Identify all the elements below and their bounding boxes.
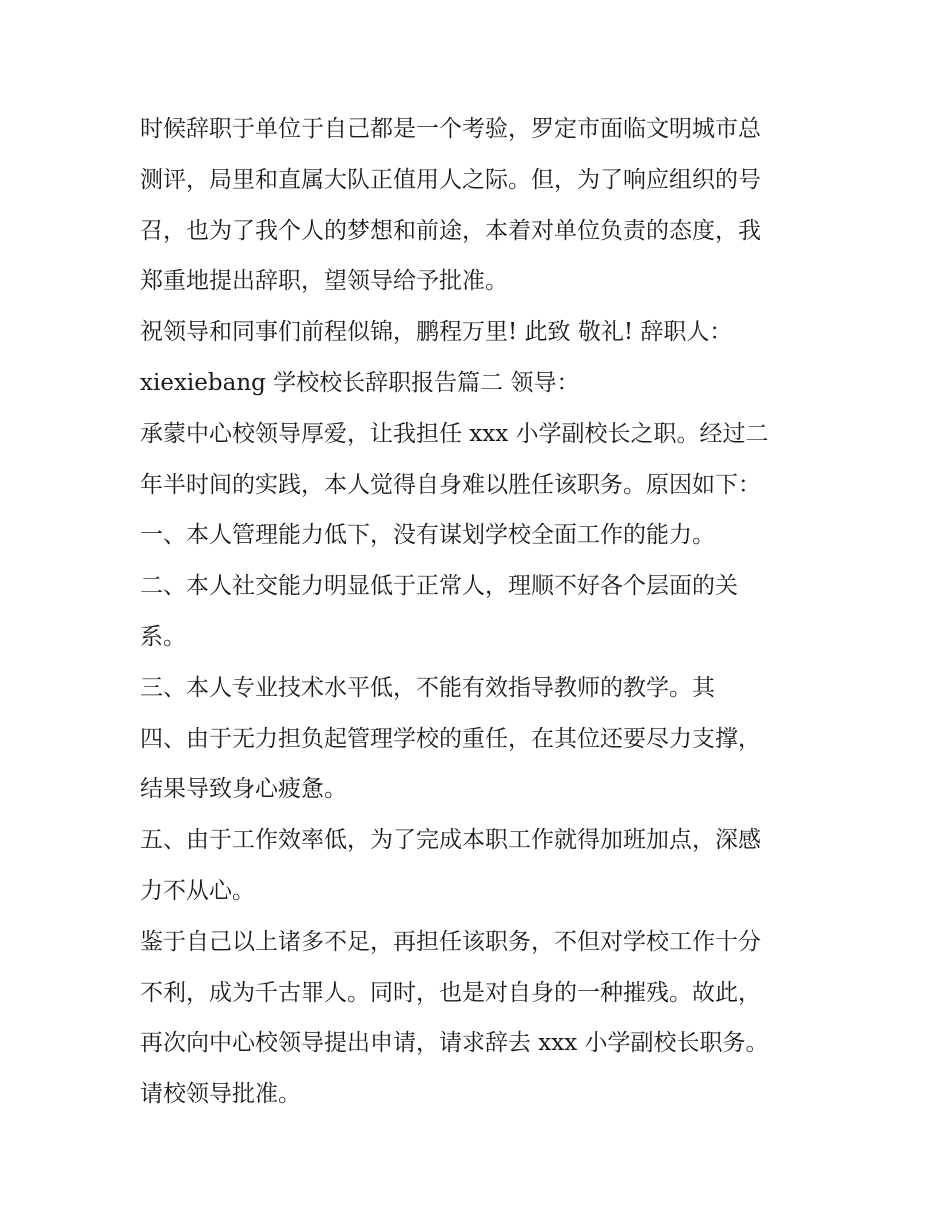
text-line: 年半时间的实践，本人觉得自身难以胜任该职务。原因如下： xyxy=(140,471,761,498)
text-line: 系。 xyxy=(140,623,186,650)
text-line: 结果导致身心疲惫。 xyxy=(140,776,347,803)
text-line: 一、本人管理能力低下，没有谋划学校全面工作的能力。 xyxy=(140,522,715,549)
text-line: 郑重地提出辞职，望领导给予批准。 xyxy=(140,268,508,295)
text-line: 鉴于自己以上诸多不足，再担任该职务，不但对学校工作十分 xyxy=(140,928,761,955)
text-line: 承蒙中心校领导厚爱，让我担任 xxx 小学副校长之职。经过二 xyxy=(140,420,769,447)
text-line: 时候辞职于单位于自己都是一个考验，罗定市面临文明城市总 xyxy=(140,116,761,142)
text-line: 请校领导批准。 xyxy=(140,1081,301,1108)
text-line: 二、本人社交能力明显低于正常人，理顺不好各个层面的关 xyxy=(140,573,738,600)
text-line: 测评，局里和直属大队正值用人之际。但，为了响应组织的号 xyxy=(140,166,761,193)
text-line: 五、由于工作效率低，为了完成本职工作就得加班加点，深感 xyxy=(140,827,761,854)
text-line: xiexiebang 学校校长辞职报告篇二 领导： xyxy=(140,369,580,396)
text-line: 四、由于无力担负起管理学校的重任，在其位还要尽力支撑， xyxy=(140,725,761,752)
text-line: 力不从心。 xyxy=(140,877,255,904)
text-line: 祝领导和同事们前程似锦，鹏程万里! 此致 敬礼! 辞职人： xyxy=(140,319,733,346)
text-line: 不利，成为千古罪人。同时，也是对自身的一种摧残。故此， xyxy=(140,979,761,1006)
document-body xyxy=(140,104,820,1120)
text-line: 再次向中心校领导提出申请，请求辞去 xxx 小学副校长职务。 xyxy=(140,1030,769,1057)
text-line: 三、本人专业技术水平低，不能有效指导教师的教学。其 xyxy=(140,674,715,701)
text-line: 召，也为了我个人的梦想和前途，本着对单位负责的态度，我 xyxy=(140,217,761,244)
